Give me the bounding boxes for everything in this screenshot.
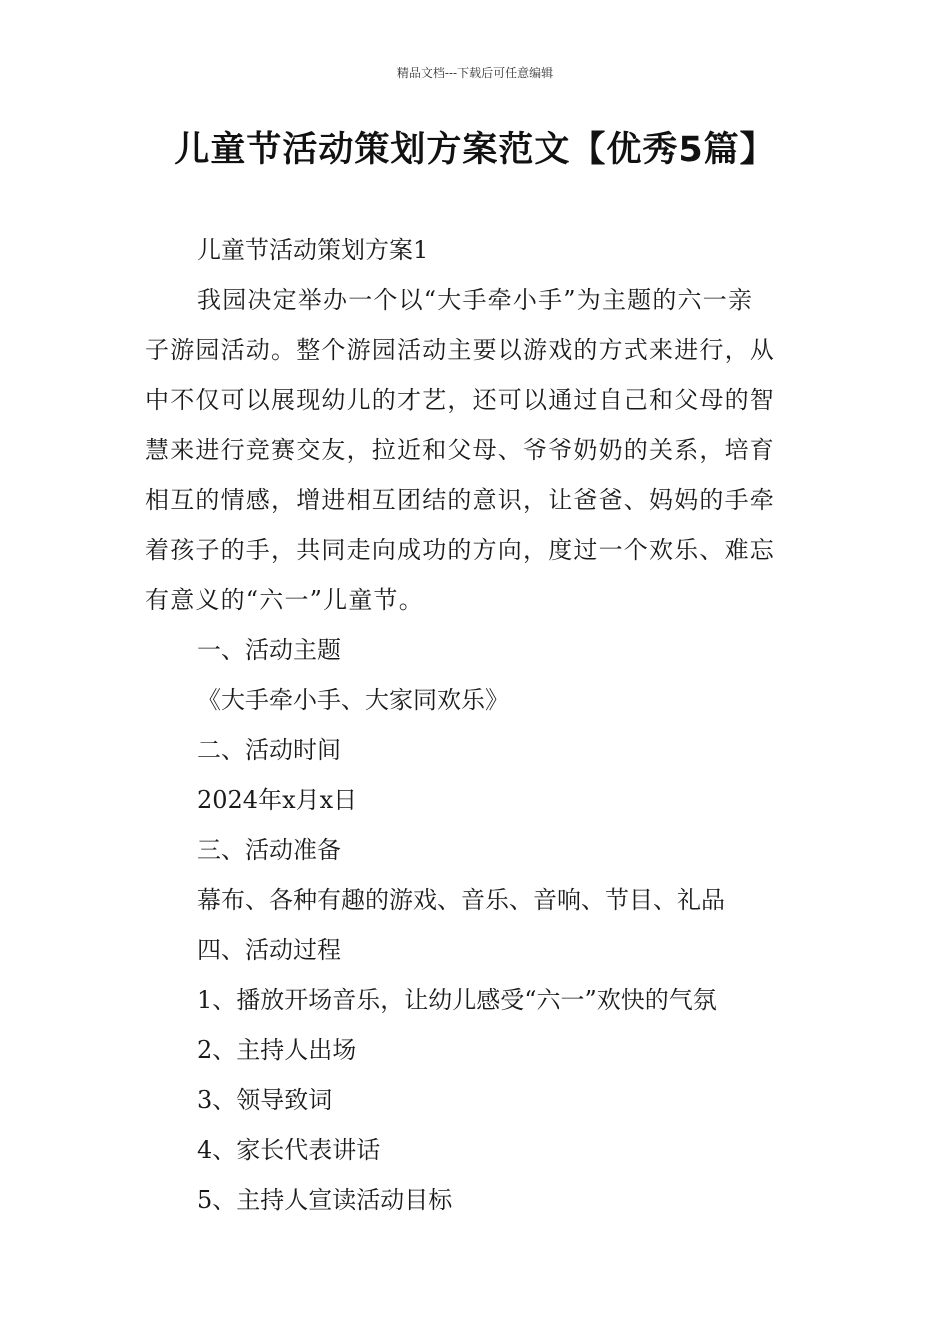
process-step: 4、家长代表讲话 xyxy=(197,1136,381,1164)
heading-activity-theme: 一、活动主题 xyxy=(197,636,341,664)
process-step: 2、主持人出场 xyxy=(197,1036,357,1064)
header-note: 精品文档---下载后可任意编辑 xyxy=(396,66,554,80)
heading-activity-time: 二、活动时间 xyxy=(197,736,341,764)
heading-activity-preparation: 三、活动准备 xyxy=(197,836,341,864)
process-step: 1、播放开场音乐，让幼儿感受“六一”欢快的气氛 xyxy=(197,986,717,1014)
intro-line: 相互的情感，增进相互团结的意识，让爸爸、妈妈的手牵 xyxy=(145,486,775,514)
intro-line: 子游园活动。整个游园活动主要以游戏的方式来进行，从 xyxy=(145,336,775,364)
intro-line: 着孩子的手，共同走向成功的方向，度过一个欢乐、难忘 xyxy=(145,536,775,564)
section-title: 儿童节活动策划方案1 xyxy=(197,236,429,264)
process-step: 3、领导致词 xyxy=(197,1086,333,1114)
activity-date-text: 2024年x月x日 xyxy=(197,786,358,814)
process-step: 5、主持人宣读活动目标 xyxy=(197,1186,453,1214)
heading-activity-process: 四、活动过程 xyxy=(197,936,341,964)
intro-line: 我园决定举办一个以“大手牵小手”为主题的六一亲 xyxy=(197,286,754,314)
activity-theme-text: 《大手牵小手、大家同欢乐》 xyxy=(197,686,509,714)
intro-line: 中不仅可以展现幼儿的才艺，还可以通过自己和父母的智 xyxy=(145,386,775,414)
intro-line: 有意义的“六一”儿童节。 xyxy=(145,586,424,614)
preparation-text: 幕布、各种有趣的游戏、音乐、音响、节目、礼品 xyxy=(197,886,725,914)
intro-line: 慧来进行竞赛交友，拉近和父母、爷爷奶奶的关系，培育 xyxy=(145,436,775,464)
document-title: 儿童节活动策划方案范文【优秀5篇】 xyxy=(174,130,776,170)
